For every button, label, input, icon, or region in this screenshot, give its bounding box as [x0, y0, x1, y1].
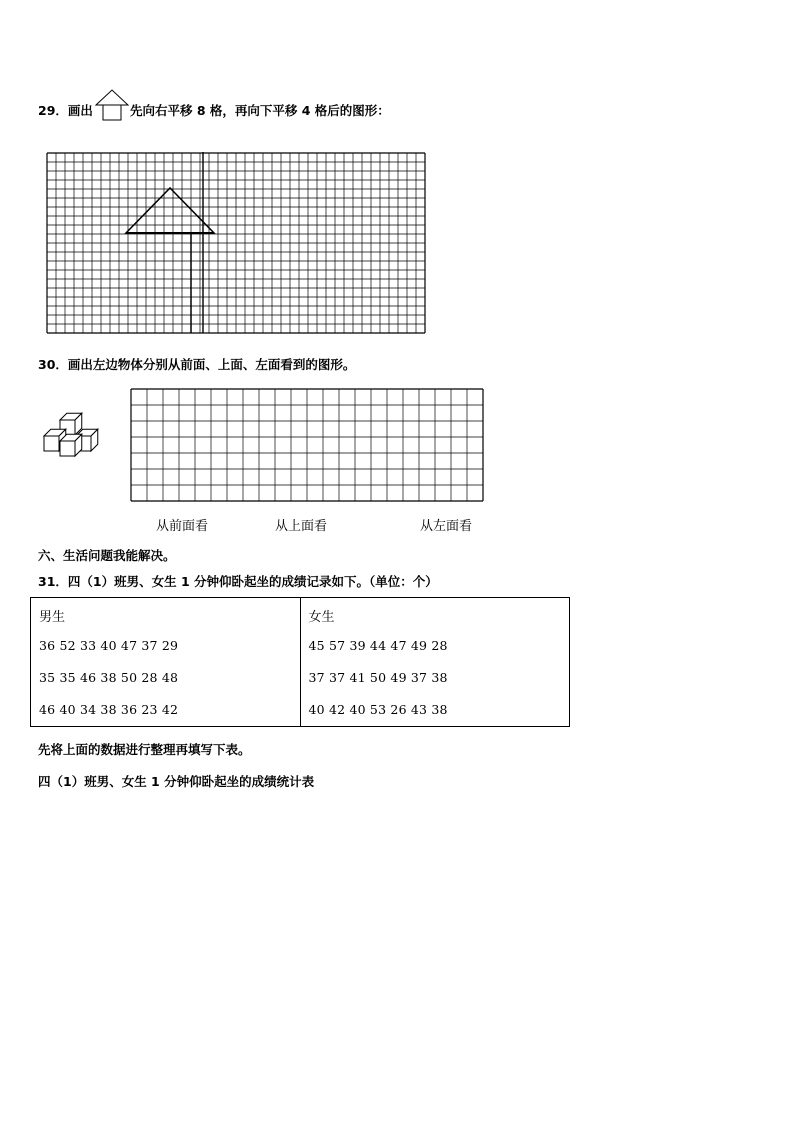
- views-grid: [130, 388, 486, 504]
- house-roof-triangle: [126, 188, 214, 233]
- q29-instruction: 先向右平移 8 格，再向下平移 4 格后的图形：: [130, 103, 390, 118]
- girls-column: [300, 598, 570, 727]
- caption-left-view: 从左面看: [420, 519, 473, 534]
- house-shape-icon: [94, 88, 130, 122]
- q30-prompt: 30．画出左边物体分别从前面、上面、左面看到的图形。: [38, 357, 356, 372]
- girls-header: 女生: [308, 610, 335, 625]
- q31-prompt: 31．四（1）班男、女生 1 分钟仰卧起坐的成绩记录如下。（单位：个）: [38, 574, 438, 589]
- girls-row-1: 45 57 39 44 47 49 28: [308, 638, 448, 653]
- boys-header: 男生: [39, 610, 66, 625]
- girls-row-3: 40 42 40 53 26 43 38: [308, 702, 448, 717]
- q29-number: 29．: [38, 103, 68, 118]
- q29-prefix: 画出: [67, 103, 93, 118]
- q31-instruction: 先将上面的数据进行整理再填写下表。: [38, 742, 251, 757]
- caption-front-view: 从前面看: [156, 519, 209, 534]
- girls-row-2: 37 37 41 50 49 37 38: [308, 670, 448, 685]
- q31-stat-title: 四（1）班男、女生 1 分钟仰卧起坐的成绩统计表: [38, 774, 315, 789]
- cube-stack-icon: [38, 408, 102, 460]
- boys-row-1: 36 52 33 40 47 37 29: [39, 638, 179, 653]
- caption-top-view: 从上面看: [275, 519, 328, 534]
- q29-line: [38, 101, 93, 119]
- cube: [60, 434, 82, 456]
- translation-grid: [46, 152, 430, 336]
- boys-row-2: 35 35 46 38 50 28 48: [39, 670, 179, 685]
- section-title: 六、生活问题我能解决。: [38, 548, 176, 563]
- situp-record-table: [30, 597, 570, 727]
- boys-row-3: 46 40 34 38 36 23 42: [39, 702, 179, 717]
- boys-column: [31, 598, 301, 727]
